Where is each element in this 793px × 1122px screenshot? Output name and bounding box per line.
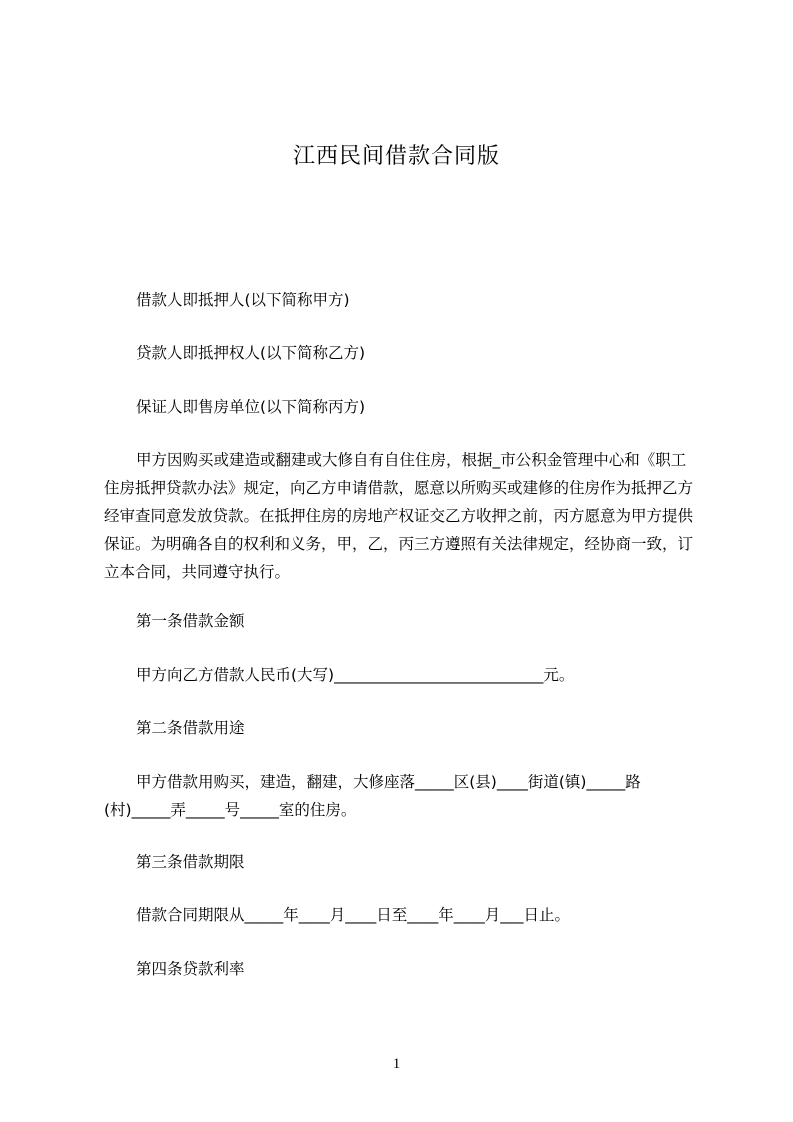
article-2-heading: 第二条借款用途 bbox=[136, 719, 245, 737]
article-3-heading: 第三条借款期限 bbox=[136, 853, 245, 871]
article-1-body: 甲方向乙方借款人民币(大写)___________________________元。 bbox=[136, 666, 575, 684]
article-3-body: 借款合同期限从_____年____月____日至____年____月___日止。 bbox=[136, 906, 571, 924]
party-a-line: 借款人即抵押人(以下简称甲方) bbox=[136, 291, 350, 309]
document-title: 江西民间借款合同版 bbox=[292, 144, 500, 169]
party-b-line: 贷款人即抵押权人(以下简称乙方) bbox=[136, 344, 366, 362]
article-1-heading: 第一条借款金额 bbox=[136, 612, 245, 630]
article-4-heading: 第四条贷款利率 bbox=[136, 960, 245, 978]
page-number: 1 bbox=[392, 1056, 401, 1072]
preamble-paragraph: 甲方因购买或建造或翻建或大修自有自住住房，根据_市公积金管理中心和《职工住房抵押贷款办法》规定，向乙方申请借款，愿意以所购买或建修的住房作为抵押乙方经审查同意发放贷款。在抵押住房的房地产权证交乙方收押之前，丙方愿意为甲方提供保证。为明确各自的权利和义务，甲，乙，丙三方遵照有关法律规定，经协商一致，订立本合同，共同遵守执行。 bbox=[104, 451, 694, 581]
party-c-line: 保证人即售房单位(以下简称丙方) bbox=[136, 398, 366, 416]
article-2-body: 甲方借款用购买，建造，翻建，大修座落_____区(县)____街道(镇)_____路(村)_____弄_____号_____室的住房。 bbox=[104, 773, 641, 819]
